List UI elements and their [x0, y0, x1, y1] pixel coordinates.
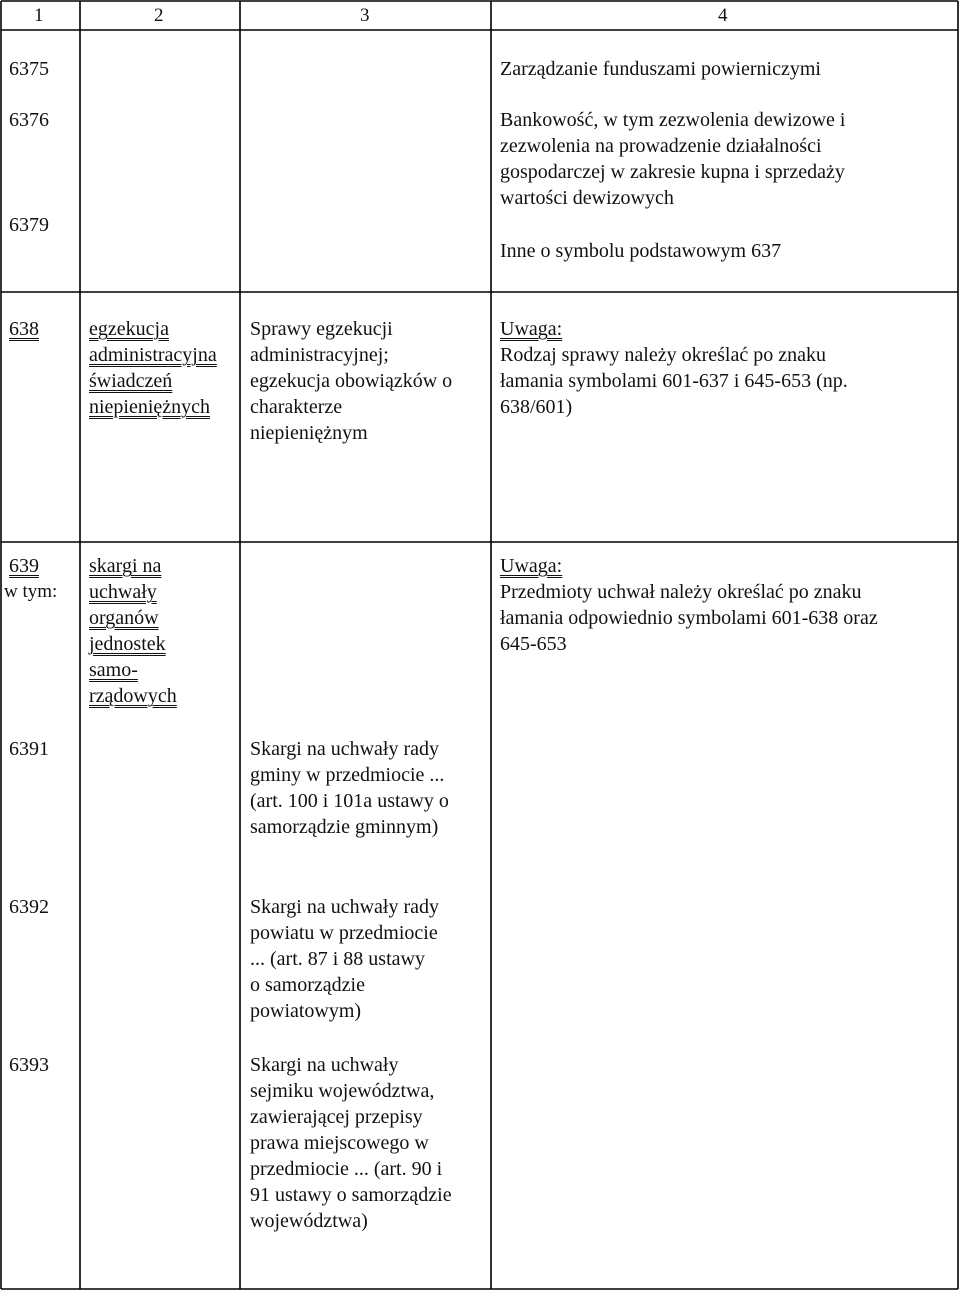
row-6392-scope-line-3: ... (art. 87 i 88 ustawy [250, 948, 425, 970]
row-638-note-line-2: łamania symbolami 601-637 i 645-653 (np. [500, 370, 848, 392]
row-6391-scope-line-3: (art. 100 i 101a ustawy o [250, 790, 449, 812]
row-6391-scope-line-4: samorządzie gminnym) [250, 816, 439, 838]
row-6392-scope-line-2: powiatu w przedmiocie [250, 922, 438, 944]
row-6391-scope-line-1: Skargi na uchwały rady [250, 738, 440, 760]
row-6393-scope-line-1: Skargi na uchwały [250, 1054, 399, 1076]
row-638-name-line-4: niepieniężnych [89, 396, 211, 418]
row-639-code: 639 [9, 555, 39, 577]
row-638-scope-line-5: niepieniężnym [250, 422, 368, 444]
row-6393-scope-line-4: prawa miejscowego w [250, 1132, 429, 1154]
row-638-note-line-1: Rodzaj sprawy należy określać po znaku [500, 344, 826, 366]
row-6375-code: 6375 [9, 58, 49, 80]
row-6393-scope-line-2: sejmiku województwa, [250, 1080, 435, 1102]
column-header-2: 2 [154, 5, 164, 26]
row-638-name-line-1: egzekucja [89, 318, 169, 340]
row-638-scope-line-3: egzekucja obowiązków o [250, 370, 453, 392]
row-639-sub-label: w tym: [4, 581, 58, 602]
row-639-note-label: Uwaga: [500, 555, 563, 577]
row-638-scope-line-1: Sprawy egzekucji [250, 318, 393, 340]
row-639-note-line-1: Przedmioty uchwał należy określać po znaku [500, 581, 862, 603]
row-639-name-line-3: organów [89, 607, 159, 629]
row-638-note-label: Uwaga: [500, 318, 563, 340]
row-639-name-line-6: rządowych [89, 685, 177, 707]
row-6376-description-line-4: wartości dewizowych [500, 187, 674, 209]
row-6392-scope-line-4: o samorządzie [250, 974, 365, 996]
row-638-note-line-3: 638/601) [500, 396, 573, 418]
row-638-name-line-3: świadczeń [89, 370, 173, 392]
row-638-code: 638 [9, 318, 39, 340]
row-6393-scope-line-7: województwa) [250, 1210, 368, 1232]
row-6392-code: 6392 [9, 896, 49, 918]
column-header-4: 4 [718, 5, 728, 26]
row-6379-code: 6379 [9, 214, 49, 236]
row-638-name-line-2: administracyjna [89, 344, 217, 366]
row-639-note-line-2: łamania odpowiednio symbolami 601-638 oraz [500, 607, 878, 629]
row-6376-description-line-3: gospodarczej w zakresie kupna i sprzedaży [500, 161, 845, 183]
column-header-1: 1 [34, 5, 44, 26]
row-639-name-line-2: uchwały [89, 581, 157, 603]
row-6376-description-line-2: zezwolenia na prowadzenie działalności [500, 135, 822, 157]
row-6392-scope-line-1: Skargi na uchwały rady [250, 896, 440, 918]
row-6393-scope-line-3: zawierającej przepisy [250, 1106, 423, 1128]
row-638-scope-line-4: charakterze [250, 396, 343, 418]
row-6393-scope-line-6: 91 ustawy o samorządzie [250, 1184, 452, 1206]
row-6376-description-line-1: Bankowość, w tym zezwolenia dewizowe i [500, 109, 846, 131]
column-header-3: 3 [360, 5, 370, 26]
row-6379-description: Inne o symbolu podstawowym 637 [500, 240, 782, 262]
row-639-name-line-5: samo- [89, 659, 138, 681]
row-639-name-line-1: skargi na [89, 555, 162, 577]
row-6391-code: 6391 [9, 738, 49, 760]
row-6393-scope-line-5: przedmiocie ... (art. 90 i [250, 1158, 443, 1180]
row-6375-description: Zarządzanie funduszami powierniczymi [500, 58, 821, 80]
row-6393-code: 6393 [9, 1054, 49, 1076]
row-6391-scope-line-2: gminy w przedmiocie ... [250, 764, 445, 786]
row-639-note-line-3: 645-653 [500, 633, 567, 655]
row-6376-code: 6376 [9, 109, 49, 131]
row-638-scope-line-2: administracyjnej; [250, 344, 389, 366]
row-6392-scope-line-5: powiatowym) [250, 1000, 362, 1022]
row-639-name-line-4: jednostek [89, 633, 166, 655]
